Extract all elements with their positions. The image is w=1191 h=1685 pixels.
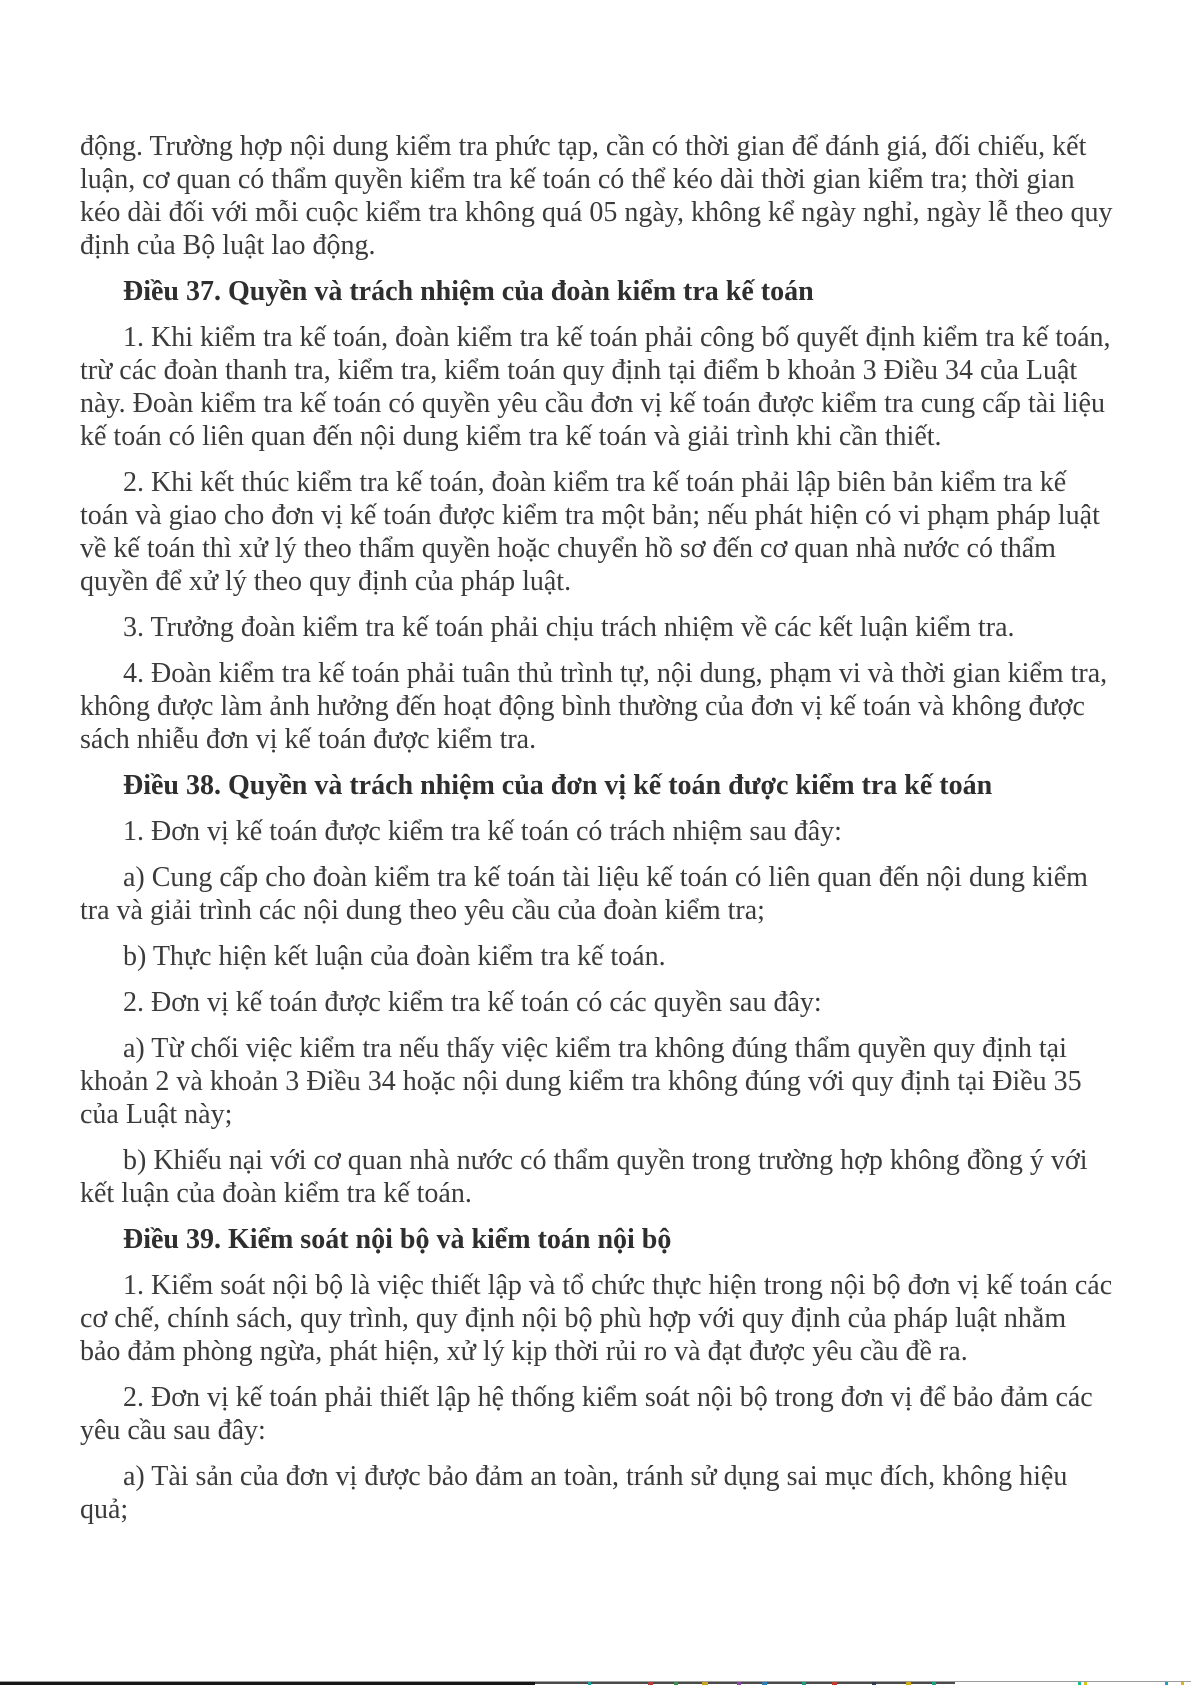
paragraph: 2. Đơn vị kế toán được kiểm tra kế toán có các quyền sau đây: bbox=[123, 987, 822, 1018]
paragraph: 2. Khi kết thúc kiểm tra kế toán, đoàn kiểm tra kế toán phải lập biên bản kiểm tra kế toán và giao cho đơn vị kế toán được kiểm tra một bản; nếu phát hiện có vi phạm pháp luật về kế toán thì xử lý theo thẩm quyền hoặc chuyển hồ sơ đến cơ quan nhà nước có thẩm quyền để xử lý theo quy định của pháp luật. bbox=[80, 467, 1100, 597]
paragraph: 2. Đơn vị kế toán phải thiết lập hệ thống kiểm soát nội bộ trong đơn vị để bảo đảm các yêu cầu sau đây: bbox=[80, 1382, 1093, 1446]
document-page bbox=[80, 130, 1113, 1539]
paragraph: a) Tài sản của đơn vị được bảo đảm an toàn, tránh sử dụng sai mục đích, không hiệu quả; bbox=[80, 1461, 1068, 1525]
paragraph: 3. Trưởng đoàn kiểm tra kế toán phải chịu trách nhiệm về các kết luận kiểm tra. bbox=[123, 612, 1015, 643]
paragraph: a) Từ chối việc kiểm tra nếu thấy việc kiểm tra không đúng thẩm quyền quy định tại khoản 2 và khoản 3 Điều 34 hoặc nội dung kiểm tra không đúng với quy định tại Điều 35 của Luật này; bbox=[80, 1033, 1082, 1130]
paragraph: 4. Đoàn kiểm tra kế toán phải tuân thủ trình tự, nội dung, phạm vi và thời gian kiểm tra, không được làm ảnh hưởng đến hoạt động bình thường của đơn vị kế toán và không được sách nhiễu đơn vị kế toán được kiểm tra. bbox=[80, 658, 1108, 755]
taskbar-edge bbox=[0, 1681, 1191, 1685]
article-37-heading: Điều 37. Quyền và trách nhiệm của đoàn kiểm tra kế toán bbox=[123, 276, 814, 307]
article-39-heading: Điều 39. Kiểm soát nội bộ và kiểm toán nội bộ bbox=[123, 1224, 672, 1255]
paragraph: b) Khiếu nại với cơ quan nhà nước có thẩm quyền trong trường hợp không đồng ý với kết luận của đoàn kiểm tra kế toán. bbox=[80, 1145, 1088, 1209]
continued-paragraph: động. Trường hợp nội dung kiểm tra phức tạp, cần có thời gian để đánh giá, đối chiếu, kết luận, cơ quan có thẩm quyền kiểm tra kế toán có thể kéo dài thời gian kiểm tra; thời gian kéo dài đối với mỗi cuộc kiểm tra không quá 05 ngày, không kể ngày nghỉ, ngày lễ theo quy định của Bộ luật lao động. bbox=[80, 131, 1113, 261]
paragraph: a) Cung cấp cho đoàn kiểm tra kế toán tài liệu kế toán có liên quan đến nội dung kiểm tra và giải trình các nội dung theo yêu cầu của đoàn kiểm tra; bbox=[80, 862, 1088, 926]
paragraph: 1. Đơn vị kế toán được kiểm tra kế toán có trách nhiệm sau đây: bbox=[123, 816, 842, 847]
paragraph: 1. Kiểm soát nội bộ là việc thiết lập và tổ chức thực hiện trong nội bộ đơn vị kế toán các cơ chế, chính sách, quy trình, quy định nội bộ phù hợp với quy định của pháp luật nhằm bảo đảm phòng ngừa, phát hiện, xử lý kịp thời rủi ro và đạt được yêu cầu đề ra. bbox=[80, 1270, 1113, 1367]
taskbar-edge-mid-segment bbox=[535, 1682, 955, 1684]
article-38-heading: Điều 38. Quyền và trách nhiệm của đơn vị kế toán được kiểm tra kế toán bbox=[123, 770, 993, 801]
paragraph: b) Thực hiện kết luận của đoàn kiểm tra kế toán. bbox=[123, 941, 666, 972]
paragraph: 1. Khi kiểm tra kế toán, đoàn kiểm tra kế toán phải công bố quyết định kiểm tra kế toán, trừ các đoàn thanh tra, kiểm tra, kiểm toán quy định tại điểm b khoản 3 Điều 34 của Luật này. Đoàn kiểm tra kế toán có quyền yêu cầu đơn vị kế toán được kiểm tra cung cấp tài liệu kế toán có liên quan đến nội dung kiểm tra kế toán và giải trình khi cần thiết. bbox=[80, 322, 1111, 452]
